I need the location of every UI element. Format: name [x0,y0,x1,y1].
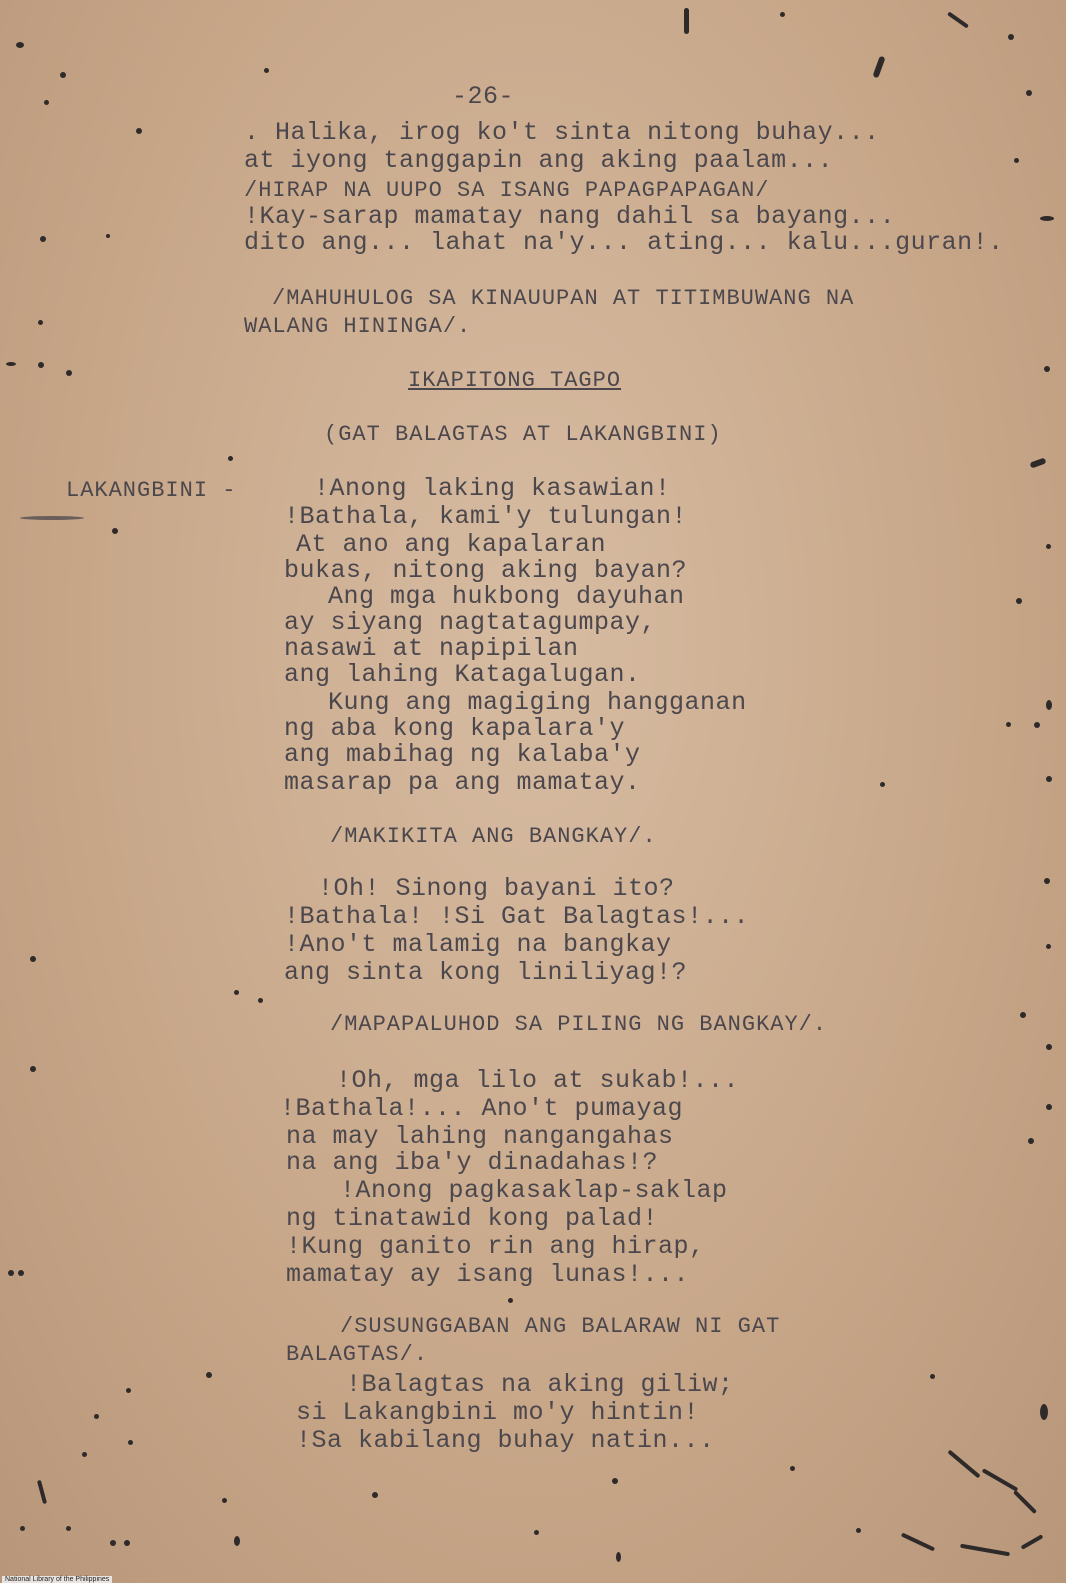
ink-speck [1034,722,1040,728]
ink-speck [790,1466,795,1471]
ink-speck [1040,1404,1048,1420]
ink-speck [1021,1534,1044,1549]
ink-speck [508,1298,513,1303]
ink-speck [1044,878,1050,884]
ink-speck [206,1372,212,1378]
verse-line: !Anong pagkasaklap-saklap [340,1176,728,1205]
ink-speck [38,362,44,368]
verse-line: !Bathala! !Si Gat Balagtas!... [284,902,750,931]
ink-speck [6,362,16,366]
text-line: . Halika, irog ko't sinta nitong buhay... [244,118,880,147]
verse-line: bukas, nitong aking bayan? [284,556,688,585]
verse-line: si Lakangbini mo'y hintin! [296,1398,700,1427]
ink-speck [44,100,49,105]
ink-speck [684,8,689,34]
stage-direction: /MAKIKITA ANG BANGKAY/. [330,824,657,849]
ink-speck [110,1540,116,1546]
ink-speck [38,320,43,325]
ink-speck [264,68,269,73]
ink-speck [612,1478,618,1484]
speaker-name: LAKANGBINI - [66,478,237,503]
ink-speck [8,1270,14,1276]
verse-line: mamatay ay isang lunas!... [286,1260,690,1289]
verse-line: ng tinatawid kong palad! [286,1204,659,1233]
ink-speck [1013,1490,1037,1514]
stage-direction: /MAPAPALUHOD SA PILING NG BANGKAY/. [330,1012,828,1037]
verse-line: !Balagtas na aking giliw; [346,1370,734,1399]
verse-line: !Oh! Sinong bayani ito? [318,874,675,903]
ink-speck [40,236,46,242]
text-line: !Kay-sarap mamatay nang dahil sa bayang... [244,202,896,231]
stage-direction: /SUSUNGGABAN ANG BALARAW NI GAT [340,1314,781,1339]
ink-speck [1028,1138,1034,1144]
text-line: dito ang... lahat na'y... ating... kalu...guran!. [244,228,1004,257]
verse-line: !Bathala, kami'y tulungan! [284,502,688,531]
page-number: -26- [452,82,515,111]
library-credit: National Library of the Philippines [2,1576,112,1583]
ink-speck [947,1450,980,1479]
verse-line: !Ano't malamig na bangkay [284,930,672,959]
ink-speck [258,998,263,1003]
ink-speck [947,11,969,28]
ink-speck [82,1452,87,1457]
verse-line: Kung ang magiging hangganan [328,688,747,717]
verse-line: Ang mga hukbong dayuhan [328,582,685,611]
ink-speck [234,1536,240,1546]
verse-line: !Kung ganito rin ang hirap, [286,1232,705,1261]
stage-direction: BALAGTAS/. [286,1342,429,1367]
ink-speck [1006,722,1011,727]
ink-speck [616,1552,621,1562]
ink-speck [20,516,84,520]
ink-speck [20,1526,25,1531]
ink-speck [1029,457,1046,468]
ink-speck [1044,366,1050,372]
ink-speck [880,782,885,787]
ink-speck [30,1066,36,1072]
verse-line: ng aba kong kapalara'y [284,714,626,743]
ink-speck [901,1533,935,1552]
ink-speck [872,56,885,79]
verse-line: ang lahing Katagalugan. [284,660,641,689]
verse-line: ang mabihag ng kalaba'y [284,740,641,769]
ink-speck [124,1540,130,1546]
scene-title: IKAPITONG TAGPO [408,368,622,393]
ink-speck [1016,598,1022,604]
ink-speck [234,990,239,995]
ink-speck [856,1528,861,1533]
ink-speck [534,1530,539,1535]
verse-line: masarap pa ang mamatay. [284,768,641,797]
ink-speck [16,42,24,48]
ink-speck [1040,216,1054,221]
ink-speck [112,528,118,534]
verse-line: nasawi at napipilan [284,634,579,663]
ink-speck [1046,776,1052,782]
ink-speck [18,1270,24,1276]
stage-direction: /HIRAP NA UUPO SA ISANG PAPAGPAPAGAN/ [244,178,770,203]
ink-speck [228,456,233,461]
stage-direction: WALANG HININGA/. [244,314,472,339]
ink-speck [222,1498,227,1503]
verse-line: !Sa kabilang buhay natin... [296,1426,715,1455]
ink-speck [930,1374,935,1379]
ink-speck [780,12,785,17]
ink-speck [30,956,36,962]
scene-characters: (GAT BALAGTAS AT LAKANGBINI) [324,422,722,447]
verse-line: ay siyang nagtatagumpay, [284,608,657,637]
ink-speck [982,1468,1019,1491]
ink-speck [136,128,142,134]
ink-speck [1046,944,1051,949]
ink-speck [126,1388,131,1393]
ink-speck [372,1492,378,1498]
verse-line: At ano ang kapalaran [296,530,607,559]
ink-speck [1020,1012,1026,1018]
ink-speck [1046,1044,1052,1050]
text-line: at iyong tanggapin ang aking paalam... [244,146,834,175]
ink-speck [66,1526,71,1531]
verse-line: na may lahing nangangahas [286,1122,674,1151]
verse-line: na ang iba'y dinadahas!? [286,1148,659,1177]
stage-direction: /MAHUHULOG SA KINAUUPAN AT TITIMBUWANG NA [272,286,855,311]
ink-speck [106,234,110,238]
ink-speck [128,1440,133,1445]
ink-speck [1046,700,1052,710]
ink-speck [60,72,66,78]
ink-speck [1014,158,1019,163]
ink-speck [37,1480,47,1504]
ink-speck [1046,544,1051,549]
verse-line: !Anong laking kasawian! [314,474,671,503]
ink-speck [1046,1104,1052,1110]
ink-speck [960,1544,1010,1557]
ink-speck [66,370,72,376]
ink-speck [1026,90,1032,96]
verse-line: !Bathala!... Ano't pumayag [280,1094,684,1123]
ink-speck [1008,34,1014,40]
verse-line: !Oh, mga lilo at sukab!... [336,1066,740,1095]
verse-line: ang sinta kong liniliyag!? [284,958,688,987]
ink-speck [94,1414,99,1419]
